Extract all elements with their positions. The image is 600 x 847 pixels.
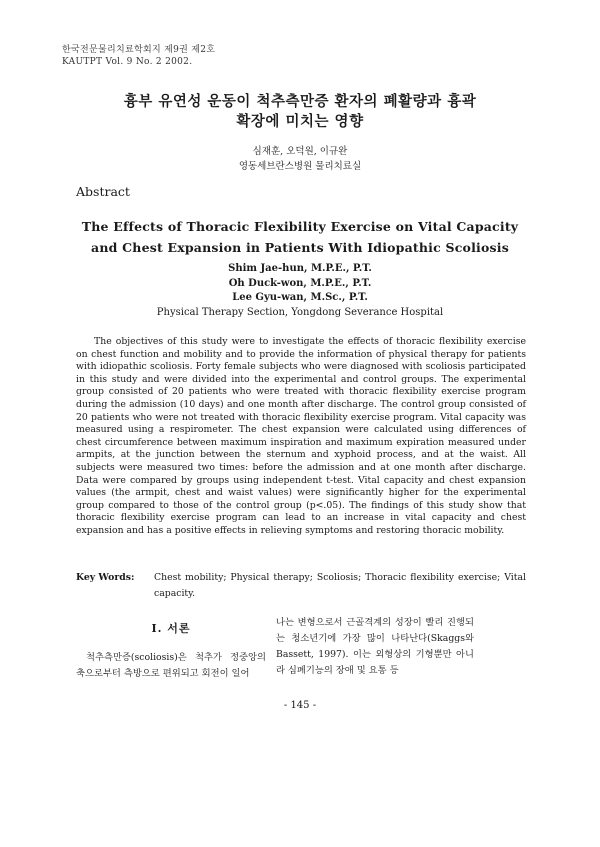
intro-paragraph-left: 척추측만증(scoliosis)은 척추가 정중앙의 축으로부터 측방으로 편위되고 회전이 일어 xyxy=(76,652,266,679)
intro-paragraph-right: 나는 변형으로서 근골격계의 성장이 빨리 진행되는 청소년기에 가장 많이 나타난다(Skaggs와 Bassett, 1997). 이는 외형상의 기형뿐만 아니라 심폐기능의 장애 및 요통 등 xyxy=(276,617,474,676)
author-lee: Lee Gyu-wan, M.Sc., P.T. xyxy=(232,292,368,303)
title-english xyxy=(40,216,560,258)
affiliation-ko: 영동세브란스병원 물리치료실 xyxy=(238,161,362,172)
abstract-body: The objectives of this study were to investigate the effects of thoracic flexibility exercise on chest function and mobility and to provide the information of physical therapy for patients with idiopathic scoliosis. Forty female subjects who were diagnosed with scoliosis participated in this study and were divided into the experimental and control groups. The experimental group consisted of 20 patients who were treated with thoracic flexibility exercise program during the admission (10 days) and one month after discharge. The control group consisted of 20 patients who were not treated with thoracic flexibility exercise program. Vital capacity was measured using a respirometer. The chest expansion were calculated using differences of chest circumference between maximum inspiration and maximum expiration measured under armpits, at the junction between the sternum and xyphoid process, and at the waist. All subjects were measured two times: before the admission and at one month after discharge. Data were compared by groups using independent t-test. Vital capacity and chest expansion values (the armpit, chest and waist values) were significantly higher for the experimental group compared to those of the control group (p<.05). The findings of this study show that thoracic flexibility exercise program can lead to an increase in vital capacity and chest expansion and has a positive effects in relieving symptoms and restoring thoracic mobility. xyxy=(76,336,526,536)
author-oh: Oh Duck-won, M.P.E., P.T. xyxy=(228,277,372,289)
abstract-heading: Abstract xyxy=(76,184,130,199)
title-english-line2: and Chest Expansion in Patients With Idiopathic Scoliosis xyxy=(91,240,509,255)
keywords-text: Chest mobility; Physical therapy; Scoliosis; Thoracic flexibility exercise; Vital capacity. xyxy=(154,572,526,599)
journal-header xyxy=(62,44,215,68)
author-names-ko: 심재훈, 오덕원, 이규완 xyxy=(252,146,348,157)
keywords-label: Key Words: xyxy=(76,572,135,583)
left-column xyxy=(76,615,266,682)
journal-volume: KAUTPT Vol. 9 No. 2 2002. xyxy=(62,57,193,67)
author-shim: Shim Jae-hun, M.P.E., P.T. xyxy=(228,263,372,274)
right-column xyxy=(276,615,474,679)
journal-name-ko: 한국전문물리치료학회지 제9권 제2호 xyxy=(62,45,216,55)
section-heading-introduction: Ⅰ. 서론 xyxy=(151,622,191,635)
page-number: - 145 - xyxy=(283,700,317,711)
title-korean xyxy=(60,92,540,132)
affiliation-en: Physical Therapy Section, Yongdong Severance Hospital xyxy=(156,306,444,318)
title-korean-line1: 흉부 유연성 운동이 척추측만증 환자의 폐활량과 흉곽 xyxy=(123,93,477,110)
title-korean-line2: 확장에 미치는 영향 xyxy=(236,113,364,130)
keywords xyxy=(76,570,526,602)
title-english-line1: The Effects of Thoracic Flexibility Exercise on Vital Capacity xyxy=(81,219,519,234)
authors-english xyxy=(60,262,540,320)
authors-korean xyxy=(60,144,540,174)
